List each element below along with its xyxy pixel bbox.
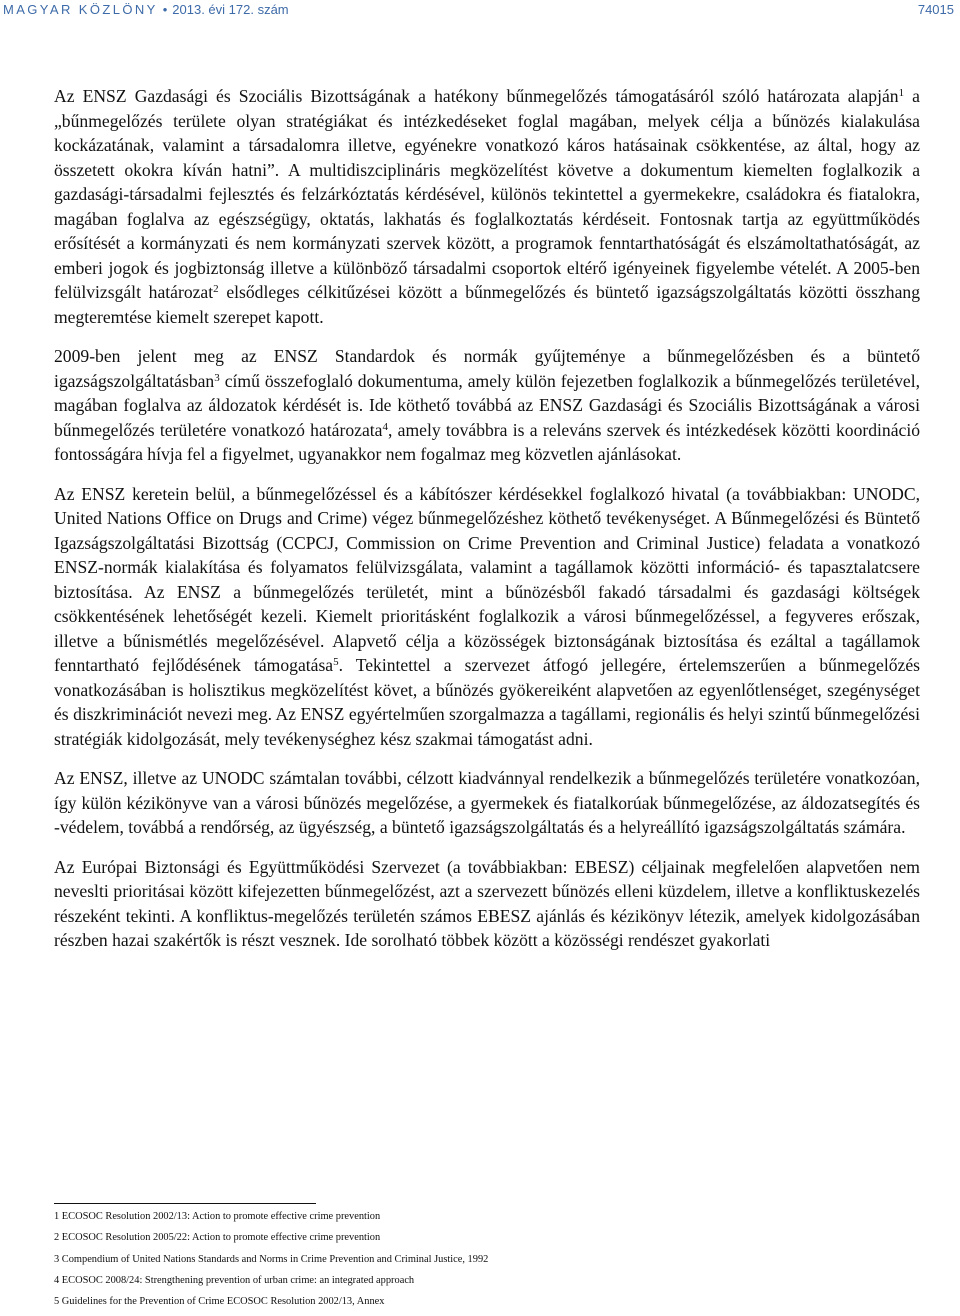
- paragraph-1: [54, 84, 920, 329]
- footnote-ref-5: 5: [333, 656, 339, 668]
- paragraph-2-text-a: 2009-ben jelent meg az ENSZ Standardok és normák gyűjteménye a bűnmegelőzésben és a büntető igazságszolgáltatásban: [54, 346, 920, 391]
- footnote-ref-1: 1: [898, 87, 905, 99]
- footnote-1: 1 ECOSOC Resolution 2002/13: Action to promote effective crime prevention: [54, 1211, 381, 1222]
- page-number: 74015: [917, 2, 954, 17]
- paragraph-4: Az ENSZ, illetve az UNODC számtalan további, célzott kiadvánnyal rendelkezik a bűnmegelőzés területére vonatkozóan, így külön kézikönyve van a városi bűnözés megelőzése, a gyermekek és fiatalkorúak bűnmegelőzése, az áldozatsegítés és -védelem, továbbá a rendőrség, az ügyészség, a büntető igazságszolgáltatás és a helyreállító igazságszolgáltatás számára.: [54, 768, 920, 837]
- paragraph-1-text-a: Az ENSZ Gazdasági és Szociális Bizottságának a hatékony bűnmegelőzés támogatásáról szóló határozata alapján: [54, 86, 899, 106]
- header-left: [3, 2, 289, 17]
- paragraph-1-text-b: a „bűnmegelőzés területe olyan stratégiákat és intézkedéseket foglal magában, melyek célja a bűnözés kialakulása kockázatának, valamint a társadalomra illetve, egyénekre vonatkozó káros hatásainak csökkentése, az által, hogy az összetett okokra kíván hatni”. A multidiszciplináris megközelítést követve a dokumentum kiemelten foglalkozik a gazdasági-társadalmi fejlesztés és felzárkóztatás kérdésével, különös tekintettel a gyermekekre, családokra és fiatalokra, magában foglalva az egészségügy, oktatás, lakhatás és foglalkoztatás kérdéseit. Fontosnak tartja az együttműködés erősítését a kormányzati és nem kormányzati szervek között, a programok fenntarthatóságát és elszámoltathatóságát, az emberi jogok és jogbiztonság illetve a különböző társadalmi csoportok eltérő igényeinek figyelembe vételét. A 2005-ben felülvizsgált határozat: [54, 86, 920, 302]
- paragraph-2-text-c: , amely továbbra is a releváns szervek és intézkedések közötti koordináció fontosságára hívja fel a figyelmet, ugyanakkor nem fogalmaz meg közvetlen ajánlásokat.: [54, 419, 921, 464]
- footnote-ref-4: 4: [382, 420, 388, 433]
- footnote-5: 5 Guidelines for the Prevention of Crime ECOSOC Resolution 2002/13, Annex: [54, 1296, 385, 1308]
- footnote-3: 3 Compendium of United Nations Standards and Norms in Crime Prevention and Criminal Justice, 1992: [54, 1253, 489, 1265]
- footnote-ref-2: 2: [213, 283, 219, 295]
- issue-label: 2013. évi 172. szám: [172, 2, 289, 17]
- paragraph-5: Az Európai Biztonsági és Együttműködési Szervezet (a továbbiakban: EBESZ) céljainak megfelelően alapvetően nem neveslti prioritásai között kifejezetten bűnmegelőzést, azt a szervezett bűnözés elleni küzdelem, illetve a konfliktuskezelés részeként tekinti. A konfliktus-megelőzés területén számos EBESZ ajánlás és kézikönyv létezik, amelyek kidolgozásában részben hazai szakértők is részt vesznek. Ide sorolható többek között a közösségi rendészet gyakorlati: [54, 856, 920, 950]
- paragraph-3-text-b: . Tekintettel a szervezet átfogó jellegére, értelemszerűen a bűnmegelőzés vonatkozásában is holisztikus megközelítést követ, a bűnözés gyökereiként alapvetően az egyenlőtlenséget, szegénységet és diszkriminációt nevezi meg. Az ENSZ egyértelműen szorgalmazza a tagállami, regionális és helyi szintű bűnmegelőzési stratégiák kidolgozását, mely tevékenységhez kész szakmai támogatást adni.: [54, 655, 920, 749]
- paragraph-2-text-b: című összefoglaló dokumentuma, amely külön fejezetben foglalkozik a bűnmegelőzés területével, magában foglalva az áldozatok kérdését is. Ide köthető továbbá az ENSZ Gazdasági és Szociális Bizottságának a városi bűnmegelőzés területére vonatkozó határozata: [54, 370, 920, 440]
- footnote-divider: [54, 1203, 316, 1204]
- footnotes: [54, 1210, 920, 1316]
- footnote-2: 2 ECOSOC Resolution 2005/22: Action to promote effective crime prevention: [54, 1232, 381, 1244]
- paragraph-2: [54, 344, 920, 467]
- paragraph-3: [54, 482, 920, 752]
- journal-title: MAGYAR KÖZLÖNY: [3, 2, 158, 17]
- footnote-4: 4 ECOSOC 2008/24: Strengthening prevention of urban crime: an integrated approach: [54, 1274, 415, 1286]
- footnote-ref-3: 3: [214, 371, 220, 384]
- page-header: [0, 0, 960, 26]
- header-separator: •: [162, 2, 168, 17]
- body-text: [54, 84, 920, 968]
- paragraph-1-text-c: elsődleges célkitűzései között a bűnmegelőzés és büntető igazságszolgáltatás közötti összhang megteremtése kiemelt szerepet kapott.: [54, 282, 921, 327]
- paragraph-3-text-a: Az ENSZ keretein belül, a bűnmegelőzéssel és a kábítószer kérdésekkel foglalkozó hivatal (a továbbiakban: UNODC, United Nations Office on Drugs and Crime) végez bűnmegelőzéshez köthető tevékenységet. A Bűnmegelőzési és Büntető Igazságszolgáltatási Bizottság (CCPCJ, Commission on Crime Prevention and Criminal Justice) feladata a vonatkozó ENSZ-normák kialakítása és folyamatos felülvizsgálata, valamint a tagállamok közötti információ- és tapasztalatcsere biztosítása. Az ENSZ a bűnmegelőzés területét, mint a bűnözésből fakadó társadalmi és gazdasági költségek csökkentésének lehetőségét kezeli. Kiemelt prioritásként foglalkozik a városi bűnmegelőzéssel, a fegyveres erőszak, illetve a bűnismétlés megelőzésével. Alapvető célja a közösségek biztonságának biztosítása és ezáltal a tagállamok fenntartható fejlődésének támogatása: [54, 483, 920, 675]
